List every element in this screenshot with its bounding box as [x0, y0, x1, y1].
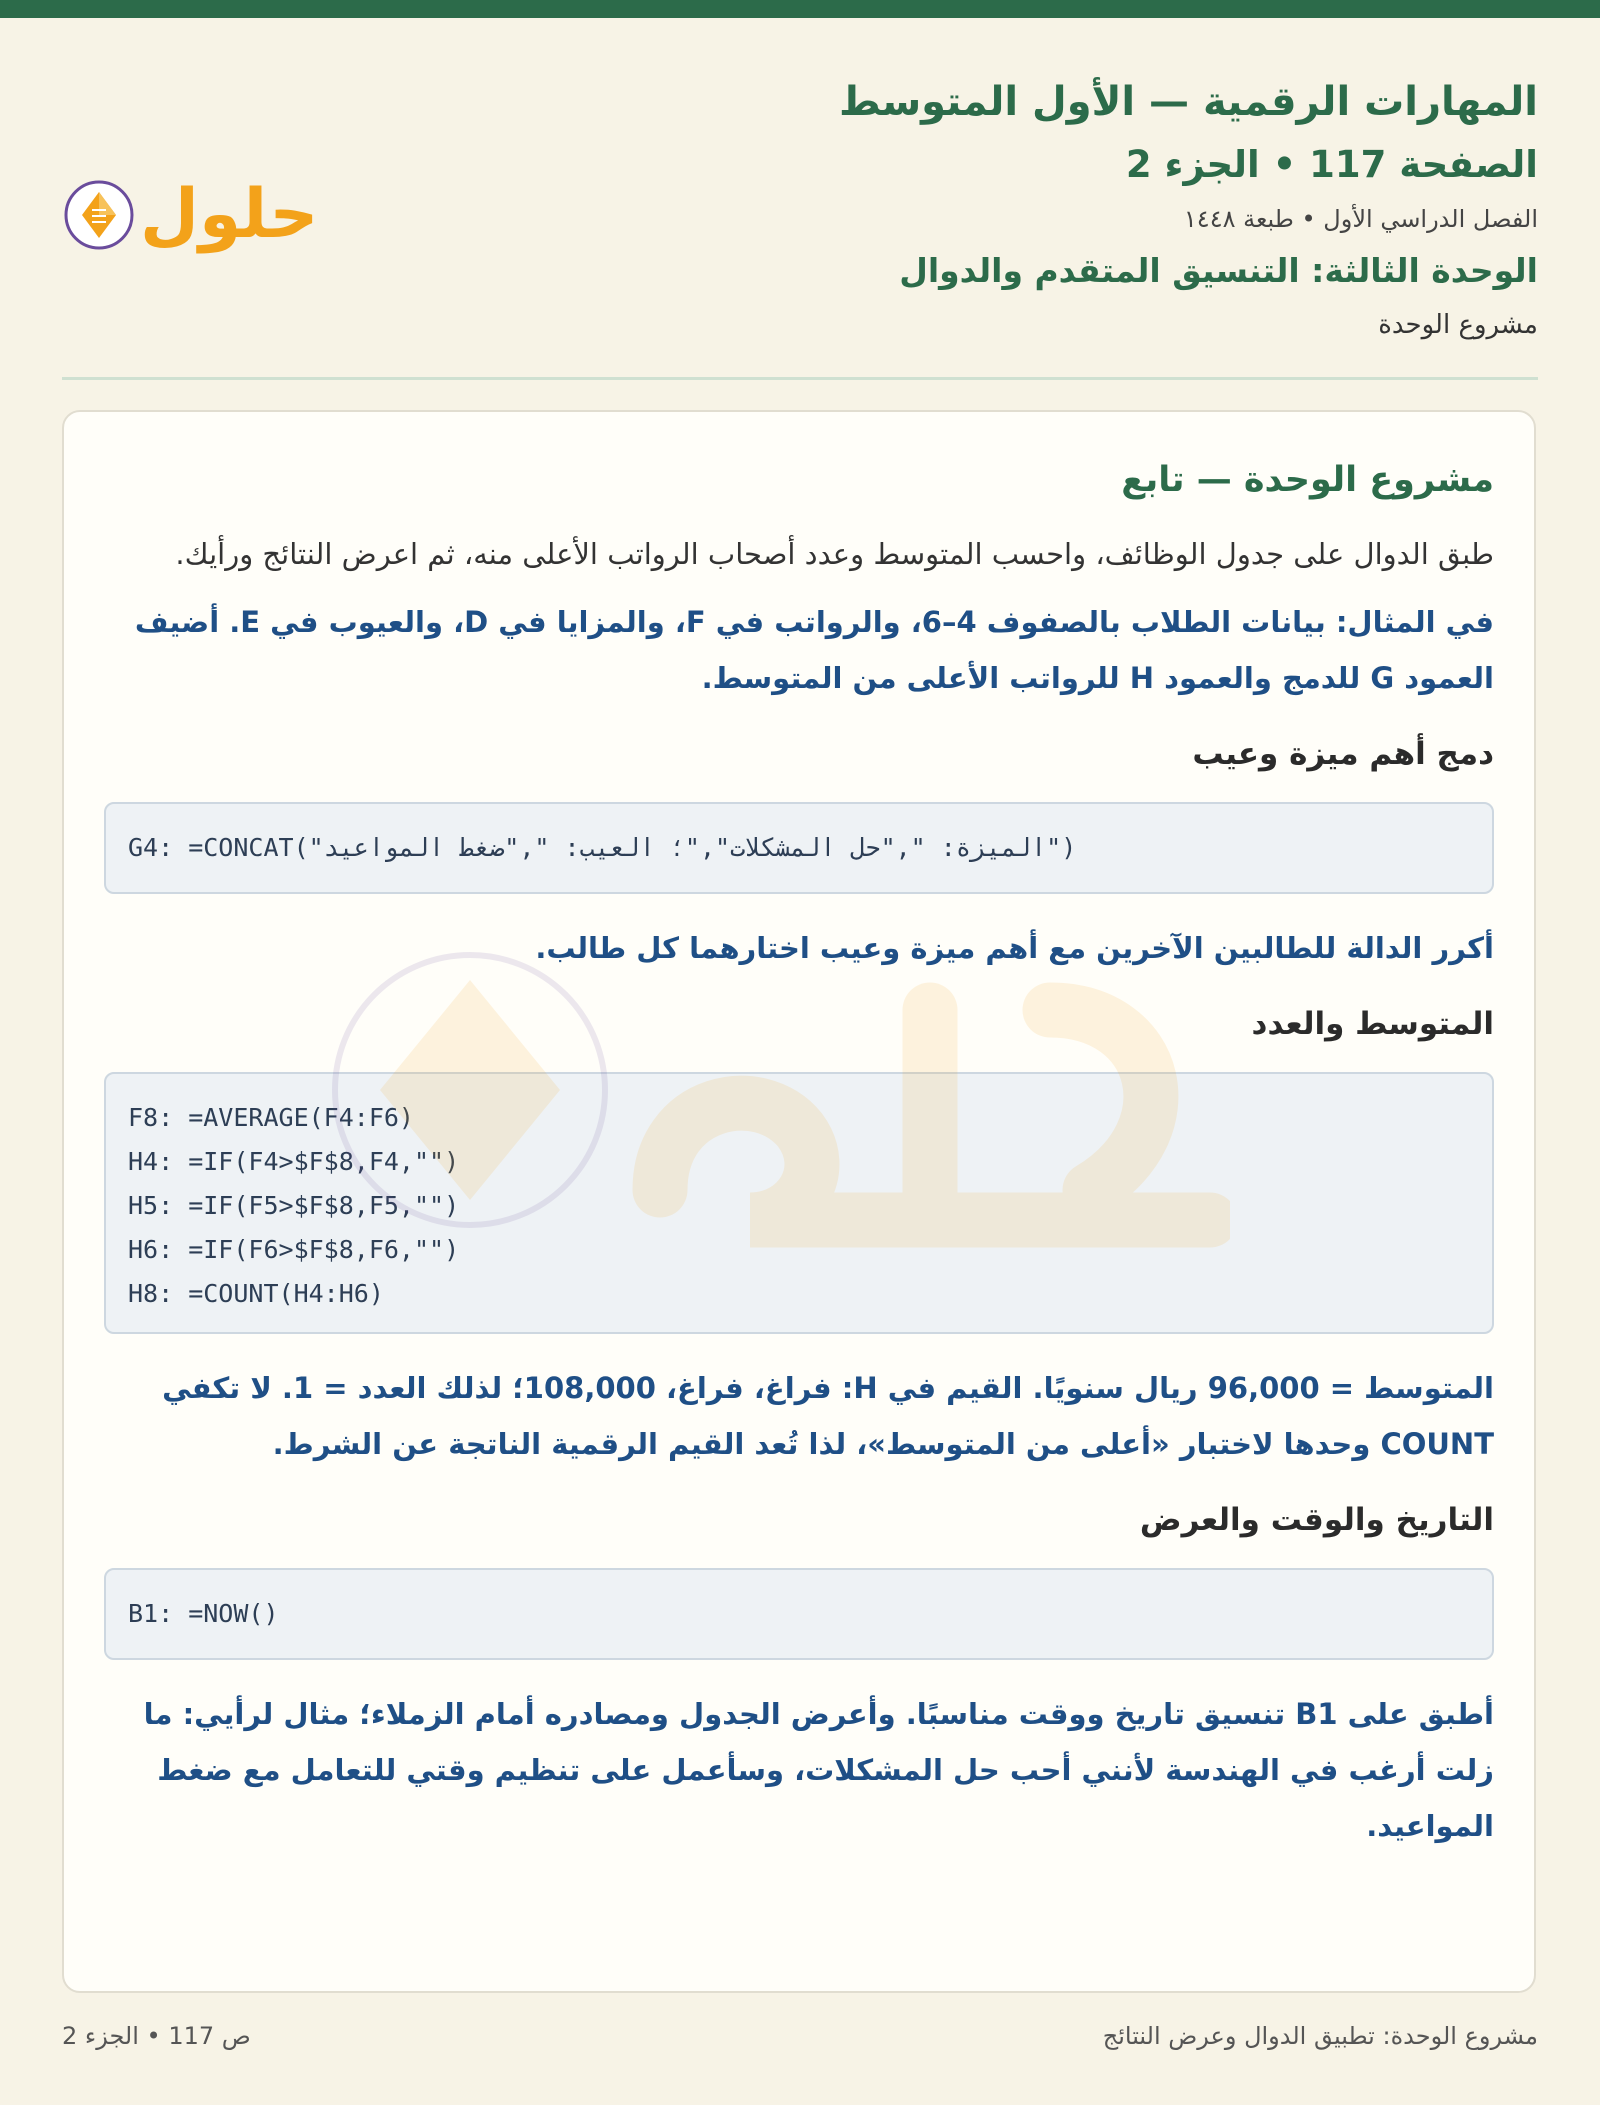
code-line: H4: =IF(F4>$F$8,F4,"") — [128, 1147, 460, 1176]
semester-info: الفصل الدراسي الأول • طبعة ١٤٤٨ — [1183, 205, 1538, 233]
header-divider — [62, 377, 1538, 380]
page-number: الصفحة 117 • الجزء 2 — [1125, 143, 1538, 186]
top-accent-bar — [0, 0, 1600, 18]
book-title: المهارات الرقمية — الأول المتوسط — [838, 79, 1538, 125]
section-average-heading: المتوسط والعدد — [1251, 1006, 1494, 1042]
code-line: H8: =COUNT(H4:H6) — [128, 1279, 384, 1308]
code-line: H6: =IF(F6>$F$8,F6,"") — [128, 1235, 460, 1264]
concat-note: أكرر الدالة للطالبين الآخرين مع أهم ميزة وعيب اختارهما كل طالب. — [535, 931, 1494, 965]
project-card — [62, 410, 1536, 1993]
average-note: المتوسط = 96,000 ريال سنويًا. القيم في H: فراغ، فراغ، 108,000؛ لذلك العدد = 1. لا تكفي COUNT وحدها لاختبار «أعلى من المتوسط»، لذا تُعد القيم الرقمية الناتجة عن الشرط. — [162, 1371, 1494, 1461]
unit-title: الوحدة الثالثة: التنسيق المتقدم والدوال — [899, 251, 1538, 290]
code-block-concat — [104, 802, 1494, 894]
hulul-logo — [62, 165, 319, 265]
logo-word: حلول — [140, 175, 319, 254]
example-text: في المثال: بيانات الطلاب بالصفوف 4–6، والرواتب في F، والمزايا في D، والعيوب في E. أضيف العمود G للدمج والعمود H للرواتب الأعلى من المتوسط. — [134, 605, 1494, 695]
datetime-note: أطبق على B1 تنسيق تاريخ ووقت مناسبًا. وأعرض الجدول ومصادره أمام الزملاء؛ مثال لرأيي: ما زلت أرغب في الهندسة لأنني أحب حل المشكلات، وسأعمل على تنظيم وقتي للتعامل مع ضغط المواعيد. — [143, 1697, 1494, 1843]
intro-text: طبق الدوال على جدول الوظائف، واحسب المتوسط وعدد أصحاب الرواتب الأعلى منه، ثم اعرض النتائج ورأيك. — [175, 537, 1494, 571]
code-block-average — [104, 1072, 1494, 1334]
section-concat-heading: دمج أهم ميزة وعيب — [1192, 736, 1494, 772]
footer-page: ص 117 • الجزء 2 — [62, 2022, 251, 2050]
book-diamond-icon — [62, 178, 136, 252]
page-header — [62, 70, 1538, 340]
header-text — [438, 70, 1538, 350]
card-title: مشروع الوحدة — تابع — [1121, 460, 1494, 500]
code-line: G4: =CONCAT("الميزة: ","حل المشكلات","؛ العيب: ","ضغط المواعيد") — [128, 833, 1077, 862]
code-line: H5: =IF(F5>$F$8,F5,"") — [128, 1191, 460, 1220]
card-content — [104, 452, 1494, 1854]
footer-lesson: مشروع الوحدة: تطبيق الدوال وعرض النتائج — [1102, 2022, 1538, 2050]
code-line: F8: =AVERAGE(F4:F6) — [128, 1103, 414, 1132]
code-block-now — [104, 1568, 1494, 1660]
code-line: B1: =NOW() — [128, 1599, 279, 1628]
section-datetime-heading: التاريخ والوقت والعرض — [1139, 1502, 1494, 1538]
page-footer — [62, 2022, 1538, 2066]
lesson-subtitle: مشروع الوحدة — [1378, 310, 1538, 340]
